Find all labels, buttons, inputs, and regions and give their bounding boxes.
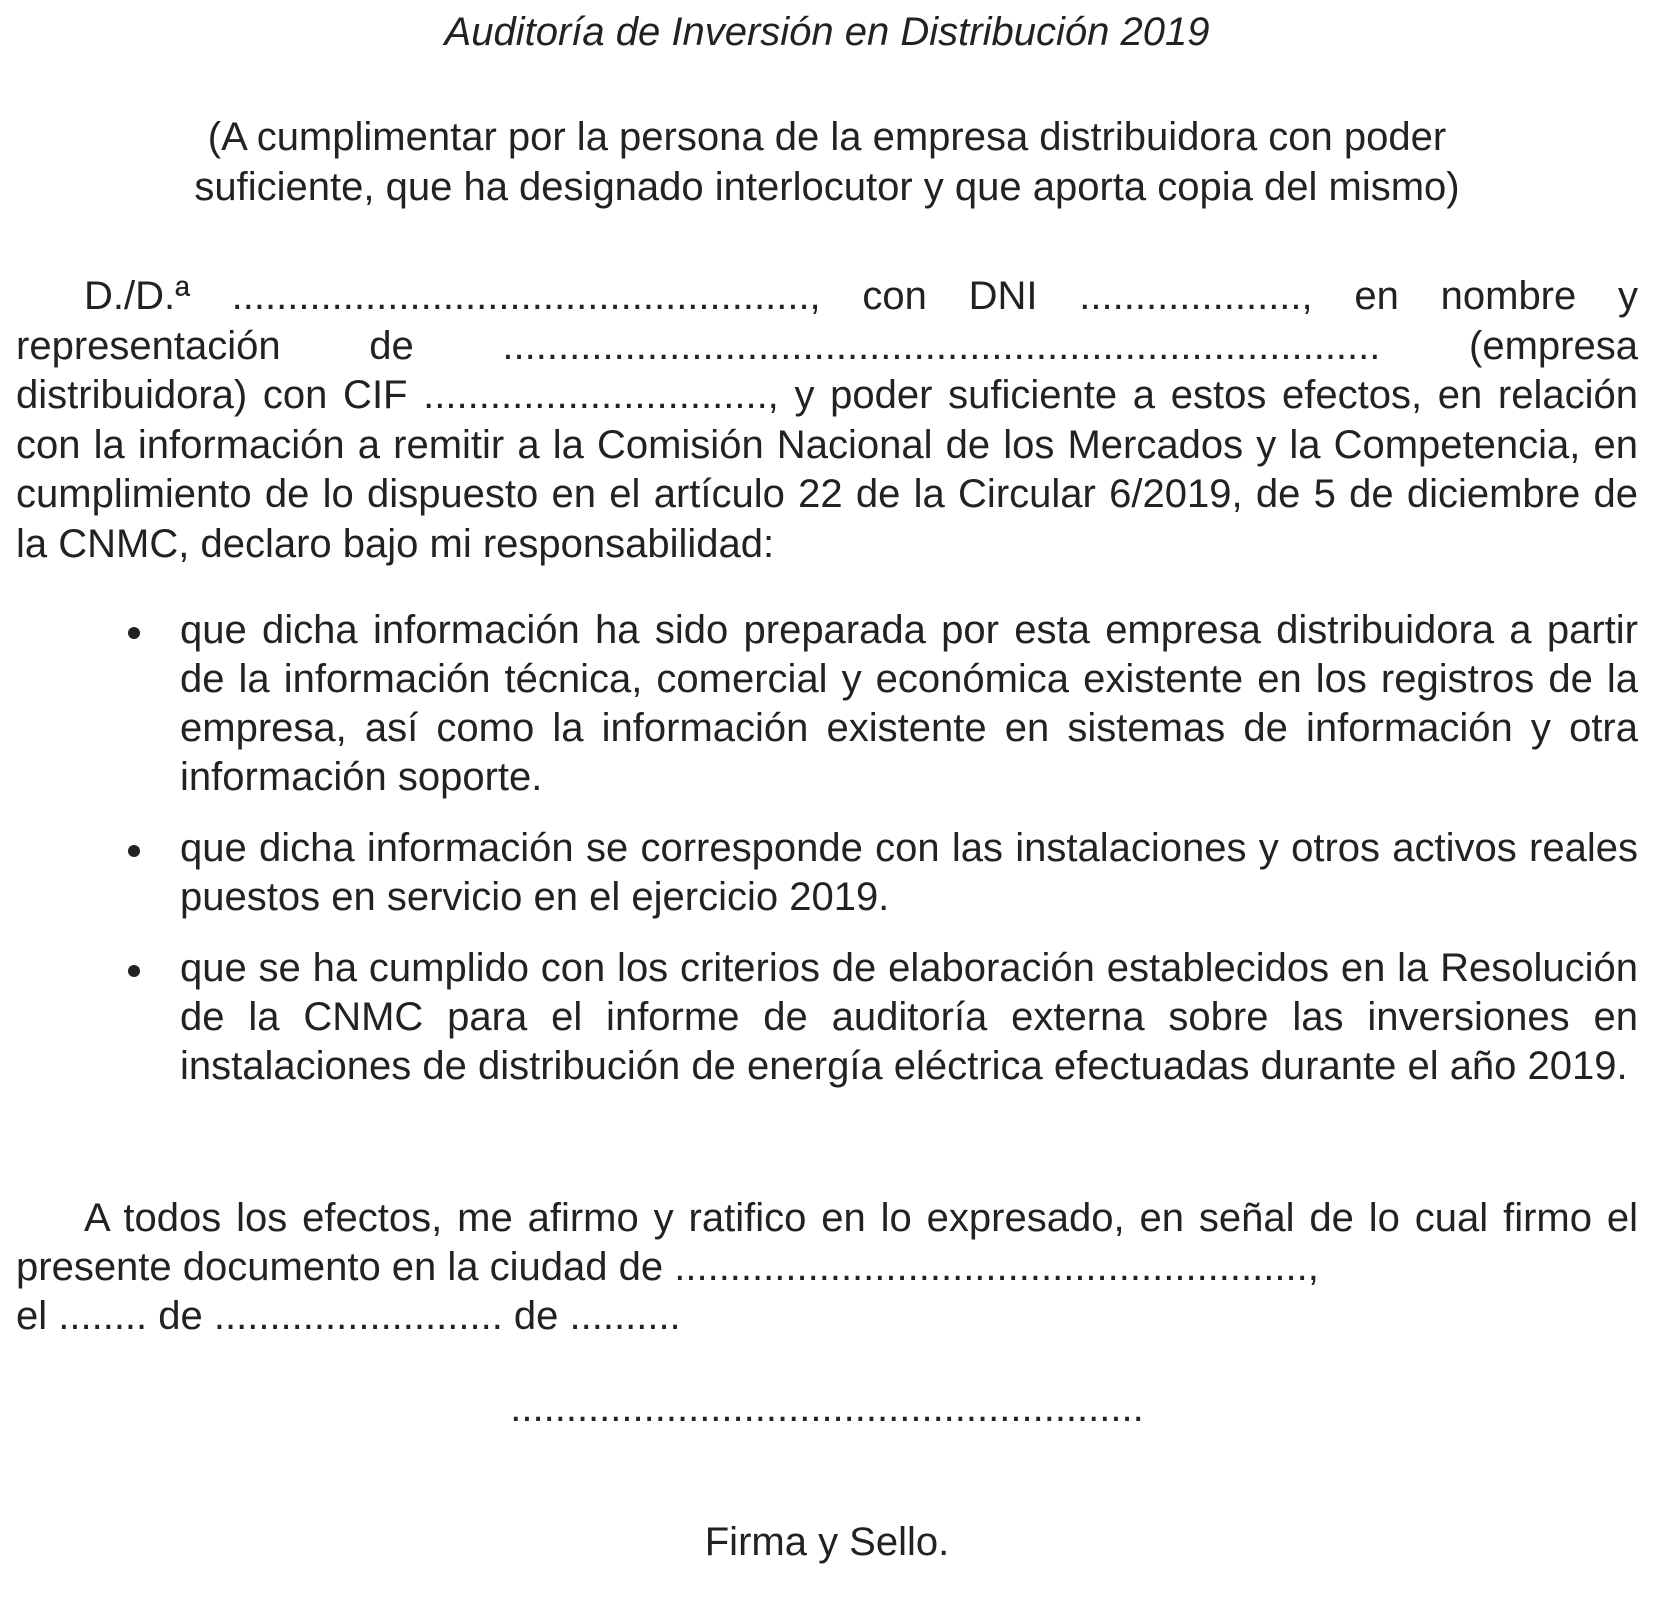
declaration-paragraph: D./D.ª ...................................................., con DNI ...................., en nombre y representación de ............................................................................... (empresa distribuidora) con CIF ..............................., y poder suficiente a estos efectos, en relación con la información a remitir a la Comisión Nacional de los Mercados y la Competencia, en cumplimiento de lo dispuesto en el artículo 22 de la Circular 6/2019, de 5 de diciembre de la CNMC, declaro bajo mi responsabilidad: [16,274,1638,566]
closing-paragraph: A todos los efectos, me afirmo y ratifico en lo expresado, en señal de lo cual firmo el presente documento en la ciudad de ........................................................., [16,1196,1638,1289]
bullet-item-3 [16,944,1638,1091]
bullet-dot-icon [128,627,140,639]
subtitle-line-1: (A cumplimentar por la persona de la empresa distribuidora con poder [207,115,1447,159]
subtitle-line-2: suficiente, que ha designado interlocutor y que aporta copia del mismo) [194,165,1460,209]
bullet-item-1 [16,606,1638,802]
closing-section [16,1194,1638,1341]
signature-caption: Firma y Sello. [704,1520,950,1564]
bullet-text-1: que dicha información ha sido preparada por esta empresa distribuidora a partir de la información técnica, comercial y económica existente en los registros de la empresa, así como la información existente en sistemas de información y otra información soporte. [180,608,1638,799]
bullet-text-2: que dicha información se corresponde con las instalaciones y otros activos reales puestos en servicio en el ejercicio 2019. [180,826,1638,919]
signature-line: ......................................................... [510,1386,1144,1430]
document-subtitle [0,112,1654,212]
bullet-text-3: que se ha cumplido con los criterios de elaboración establecidos en la Resolución de la CNMC para el informe de auditoría externa sobre las inversiones en instalaciones de distribución de energía eléctrica efectuadas durante el año 2019. [180,946,1638,1088]
bullet-dot-icon [128,845,140,857]
declaration-section [16,272,1638,569]
declaration-bullet-list [16,606,1638,1113]
date-line: el ........ de .......................... de .......... [16,1294,681,1338]
document-title: Auditoría de Inversión en Distribución 2019 [444,10,1210,54]
bullet-dot-icon [128,965,140,977]
bullet-item-2 [16,824,1638,922]
